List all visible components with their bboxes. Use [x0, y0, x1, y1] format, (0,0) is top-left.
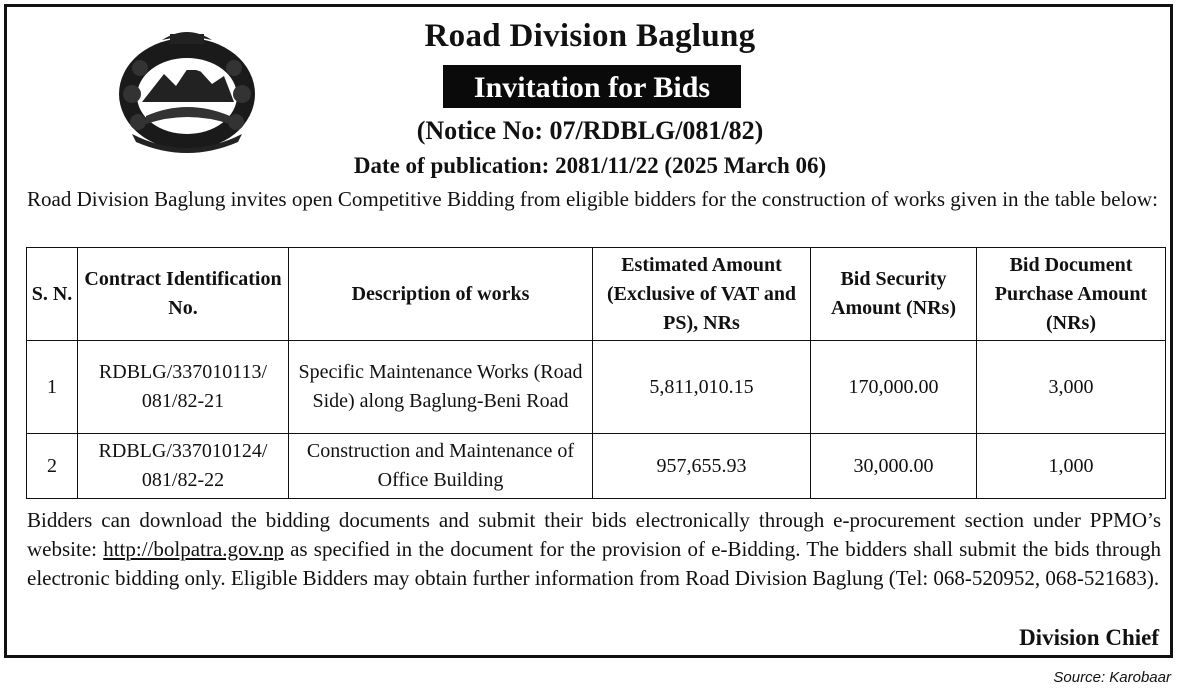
publication-date: Date of publication: 2081/11/22 (2025 March 06) — [353, 153, 827, 178]
table-header-row — [27, 248, 1166, 341]
header-contract-id: Contract Identification No. — [78, 248, 289, 341]
office-title: Road Division Baglung — [424, 18, 756, 54]
cell-sn: 2 — [27, 434, 78, 499]
cell-contract-id: RDBLG/337010124/ 081/82-22 — [78, 434, 289, 499]
source-credit: Source: Karobaar — [1053, 669, 1171, 686]
cell-bid-security: 30,000.00 — [811, 434, 977, 499]
header-bid-security: Bid Security Amount (NRs) — [811, 248, 977, 341]
header-document-purchase: Bid Document Purchase Amount (NRs) — [977, 248, 1166, 341]
cell-sn: 1 — [27, 341, 78, 434]
table-row — [27, 434, 1166, 499]
header-sn: S. N. — [27, 248, 78, 341]
notice-number: (Notice No: 07/RDBLG/081/82) — [416, 116, 764, 145]
table-row — [27, 341, 1166, 434]
closing-text-end: as specified in the document for the provision of e-Bidding. The bidders shall submit the bids through electronic bidding only. Eligible Bidders may obtain further information from Road Division Baglung (Tel: 068-520952, 068-521683). — [27, 537, 1162, 590]
bids-table — [26, 247, 1166, 499]
cell-description: Specific Maintenance Works (Road Side) along Baglung-Beni Road — [289, 341, 593, 434]
closing-paragraph — [27, 506, 1161, 593]
nepal-emblem-icon — [112, 24, 262, 156]
invitation-banner: Invitation for Bids — [443, 65, 741, 108]
intro-paragraph: Road Division Baglung invites open Competitive Bidding from eligible bidders for the construction of works given in the table below: — [27, 187, 1158, 211]
header-estimated-amount: Estimated Amount (Exclusive of VAT and PS), NRs — [593, 248, 811, 341]
cell-contract-id: RDBLG/337010113/ 081/82-21 — [78, 341, 289, 434]
cell-document-purchase: 3,000 — [977, 341, 1166, 434]
signature-title: Division Chief — [1019, 625, 1159, 650]
bolpatra-link[interactable]: http://bolpatra.gov.np — [103, 537, 284, 561]
cell-bid-security: 170,000.00 — [811, 341, 977, 434]
cell-estimated-amount: 5,811,010.15 — [593, 341, 811, 434]
closing-text-start: Bidders can download the bidding documents and submit their bids electronically through e-procurement section under PPMO’s website: — [27, 508, 1161, 561]
cell-document-purchase: 1,000 — [977, 434, 1166, 499]
cell-description: Construction and Maintenance of Office Building — [289, 434, 593, 499]
cell-estimated-amount: 957,655.93 — [593, 434, 811, 499]
header-description: Description of works — [289, 248, 593, 341]
